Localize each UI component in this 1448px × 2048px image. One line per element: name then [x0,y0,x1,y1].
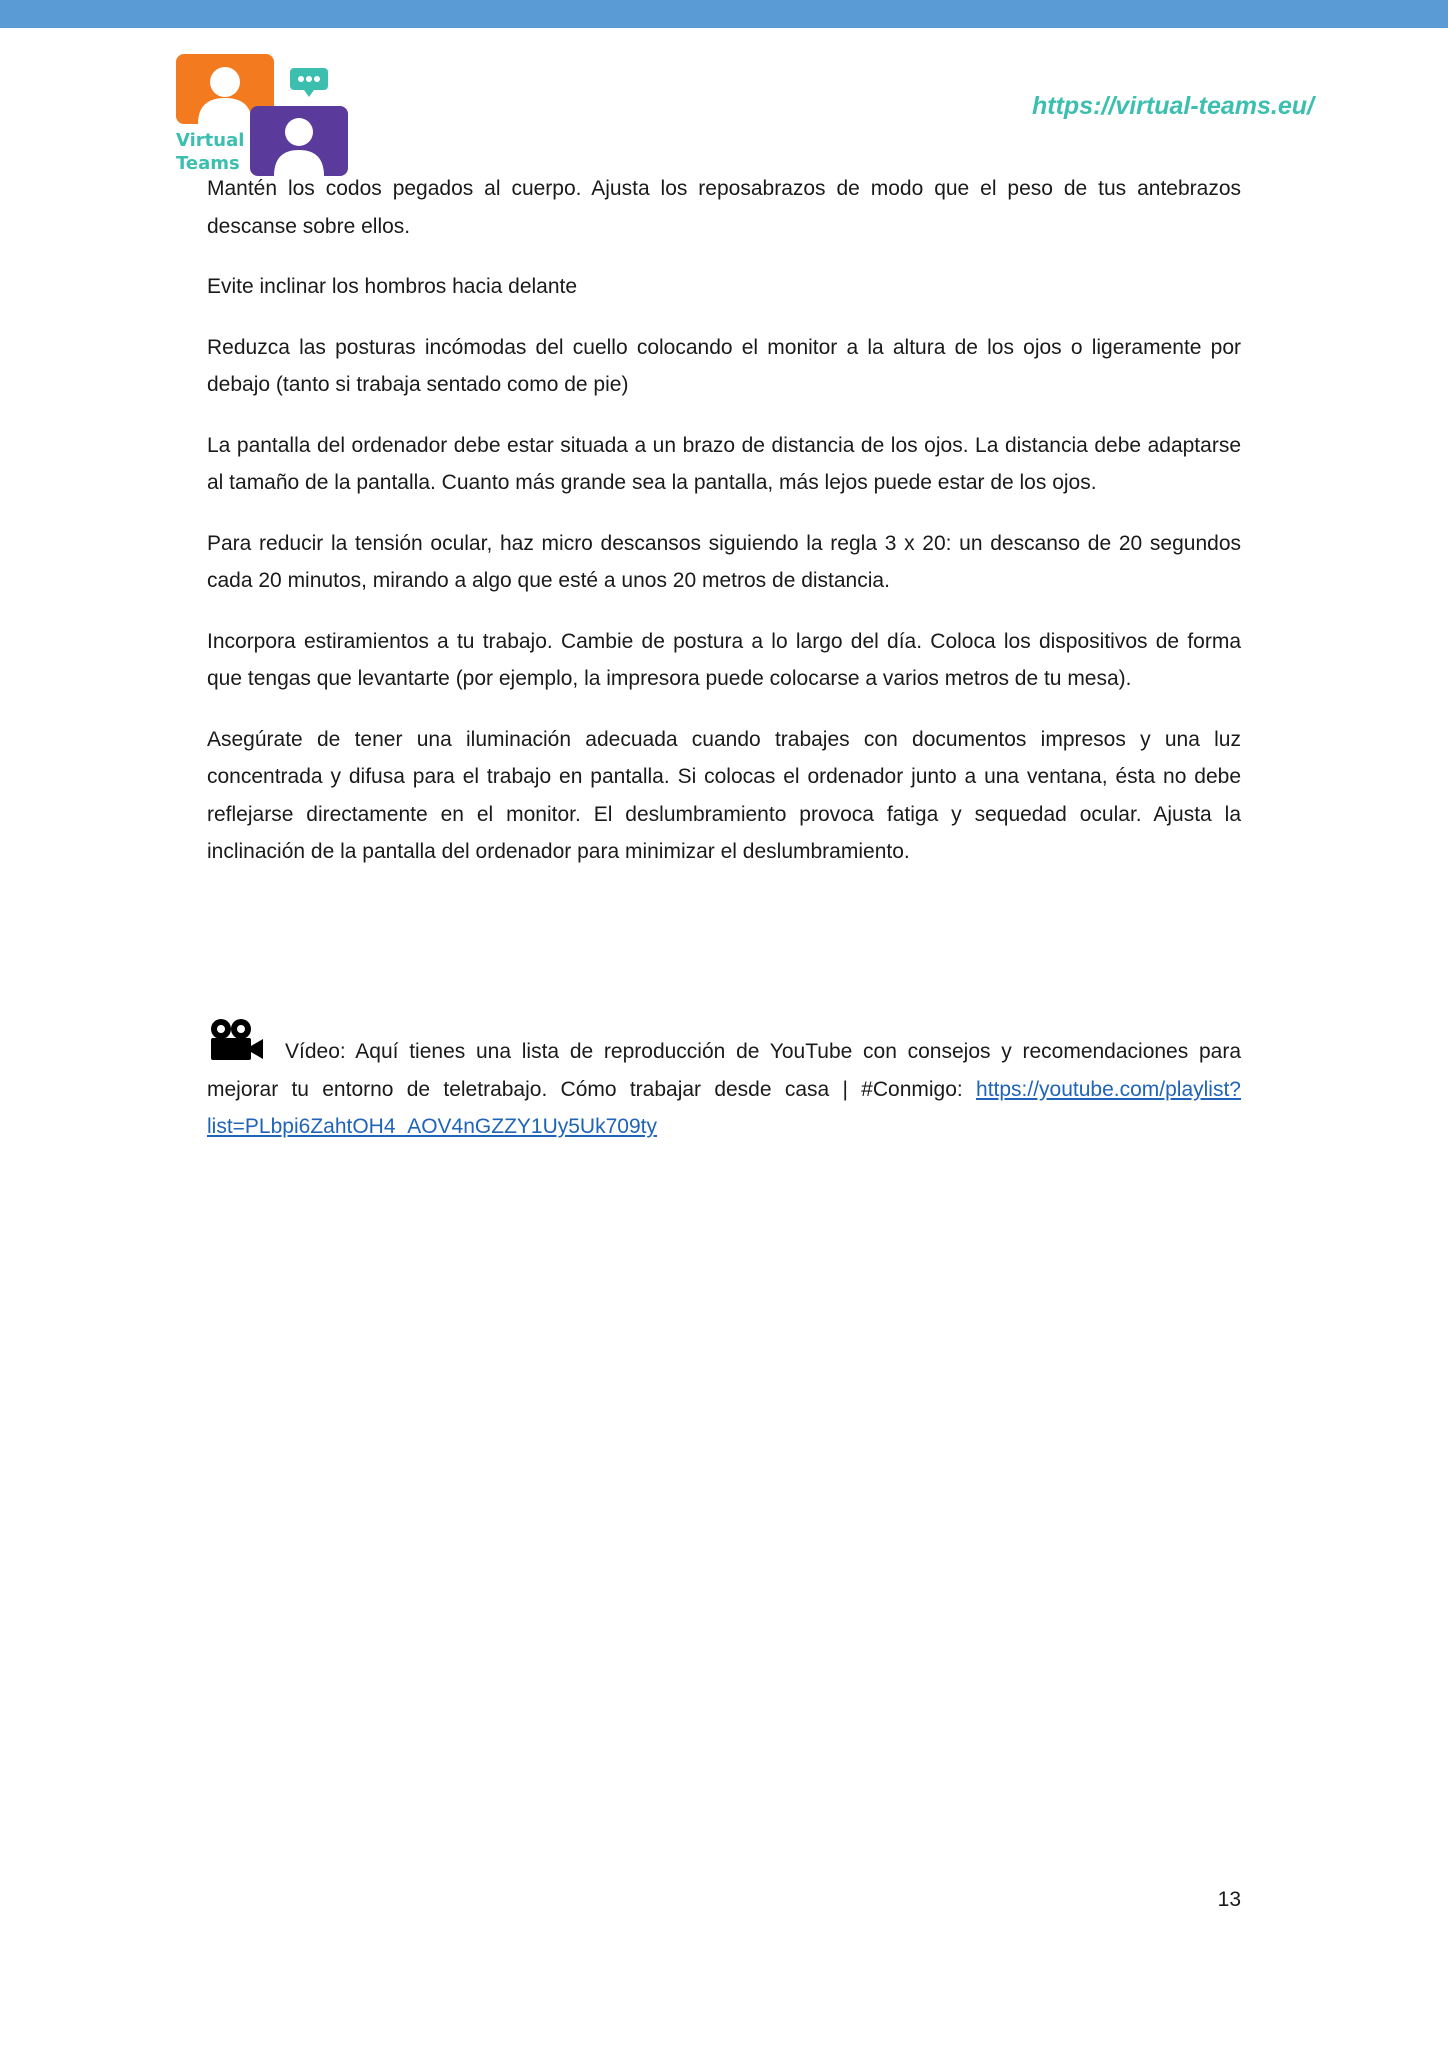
virtual-teams-logo [176,52,356,178]
top-bar [0,0,1448,28]
site-url[interactable]: https://virtual-teams.eu/ [1032,92,1314,120]
document-body [207,170,1241,894]
paragraph: Reduzca las posturas incómodas del cuello colocando el monitor a la altura de los ojos o ligeramente por debajo (tanto si trabaja sentado como de pie) [207,335,1241,396]
youtube-playlist-link[interactable]: https://youtube.com/playlist?list=PLbpi6ZahtOH4_AOV4nGZZY1Uy5Uk709ty [207,1077,1241,1138]
paragraph: Para reducir la tensión ocular, haz micro descansos siguiendo la regla 3 x 20: un descanso de 20 segundos cada 20 minutos, mirando a algo que esté a unos 20 metros de distancia. [207,531,1241,592]
svg-text:Teams: Teams [176,153,240,174]
paragraph: La pantalla del ordenador debe estar situada a un brazo de distancia de los ojos. La distancia debe adaptarse al tamaño de la pantalla. Cuanto más grande sea la pantalla, más lejos puede estar de los ojos. [207,433,1241,494]
paragraph: Evite inclinar los hombros hacia delante [207,275,578,298]
svg-text:Virtual: Virtual [176,130,245,151]
page-number: 13 [1217,1888,1241,1911]
video-camera-icon [207,1018,265,1062]
paragraph: Incorpora estiramientos a tu trabajo. Cambie de postura a lo largo del día. Coloca los dispositivos de forma que tengas que levantarte (por ejemplo, la impresora puede colocarse a varios metros de tu mesa). [207,629,1241,690]
paragraph: Asegúrate de tener una iluminación adecuada cuando trabajes con documentos impresos y una luz concentrada y difusa para el trabajo en pantalla. Si colocas el ordenador junto a una ventana, ésta no debe reflejarse directamente en el monitor. El deslumbramiento provoca fatiga y sequedad ocular. Ajusta la inclinación de la pantalla del ordenador para minimizar el deslumbramiento. [207,727,1241,863]
video-text: Vídeo: Aquí tienes una lista de reproducción de YouTube con consejos y recomendaciones para mejorar tu entorno de teletrabajo. Cómo trabajar desde casa | #Conmigo: [207,1040,1241,1101]
video-paragraph [207,1018,1241,1146]
paragraph: Mantén los codos pegados al cuerpo. Ajusta los reposabrazos de modo que el peso de tus antebrazos descanse sobre ellos. [207,177,1241,238]
